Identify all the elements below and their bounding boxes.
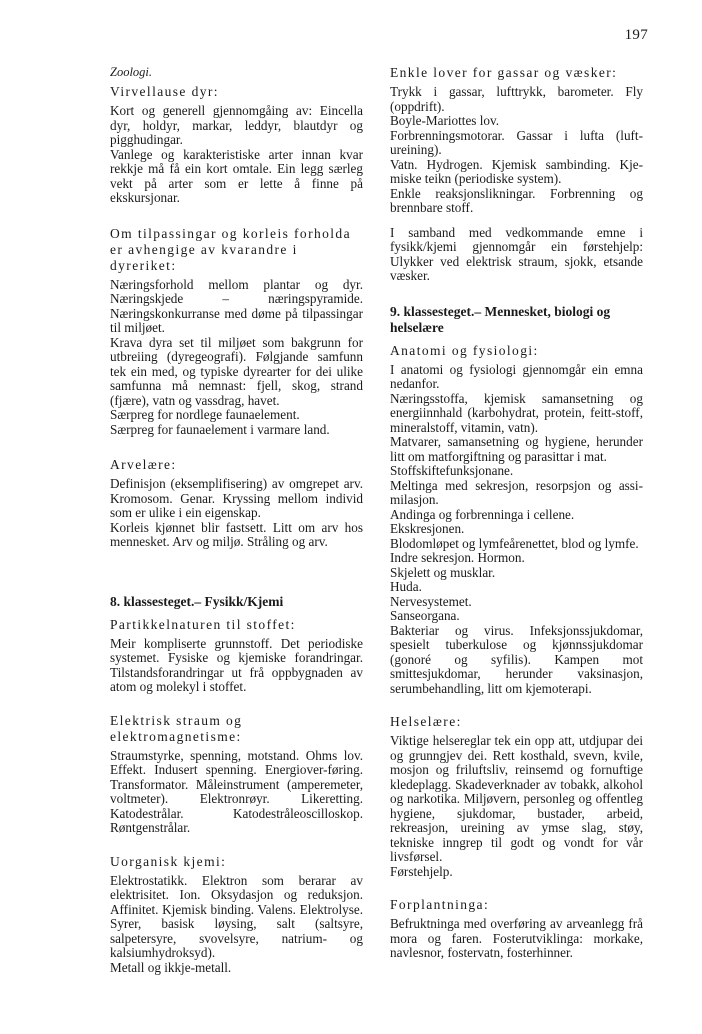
paragraph: Vanlege og karakteristiske arter innan kvar rekkje må få ein kort omtale. Ein legg særleg vekt på arter som er lette å finne på ekskursjonar. xyxy=(110,146,363,205)
paragraph: Korleis kjønnet blir fastsett. Litt om arv hos mennesket. Arv og miljø. Stråling og arv. xyxy=(110,519,363,549)
subheading: Om tilpassingar og korleis forholda er avhengige av kvarandre i dyreriket: xyxy=(110,225,351,273)
paragraph: Enkle reaksjonslikningar. Forbrenning og brennbare stoff. xyxy=(390,185,643,215)
paragraph: Indre sekresjon. Hormon. xyxy=(390,550,525,565)
section-grade9-human-biology xyxy=(390,304,643,697)
section-invertebrates xyxy=(110,84,363,206)
paragraph: Ekskresjonen. xyxy=(390,521,465,536)
subheading: Partikkelnaturen til stoffet: xyxy=(110,616,296,632)
page-number: 197 xyxy=(624,27,648,43)
paragraph: Blodomløpet og lymfeårenettet, blod og lymfe. xyxy=(390,535,639,551)
paragraph: Meir kompliserte grunnstoff. Det periodiske systemet. Fysiske og kjemiske forandringar. Tilstandsforandringar ut frå oppbygnaden av atom og molekyl i stoffet. xyxy=(110,635,363,694)
subheading: Helselære: xyxy=(390,714,462,729)
paragraph: Krava dyra set til miljøet som bakgrunn for utbreiing (dyregeografi). Følgjande samfunn tek ein med, og typiske dyrearter for dei ulike samfunna må nemnast: fjell, skog, strand (fjære), vatn og vassdrag, havet. xyxy=(110,334,363,408)
section-label-zoology: Zoologi. xyxy=(110,65,153,79)
subheading: Elektrisk straum og elektromagnetisme: xyxy=(110,712,243,744)
paragraph: Huda. xyxy=(390,579,422,594)
paragraph: Definisjon (eksemplifisering) av omgrepet arv. Kromosom. Genar. Kryssing mellom individ som er ulike i ein eigenskap. xyxy=(110,476,363,520)
paragraph: Andinga og forbrenninga i cellene. xyxy=(390,506,575,522)
chapter-title: 8. klassesteget.– Fysikk/Kjemi xyxy=(110,593,284,609)
paragraph: Viktige helsereglar tek ein opp att, utdjupar dei og grunngjev dei. Rett kosthald, svevn, kvile, mosjon og friluftsliv, reinsemd og fornuftige kledeplagg. Skadeverknader av tobakk, alkohol og narkotika. Miljøvern, personleg og offentleg hygiene, sjukdomar, bustader, arbeid, rekreasjon, ureining av ymse slag, støy, tekniske inngrep til godt og vondt for vår livsførsel. xyxy=(390,733,643,864)
right-column xyxy=(390,65,643,961)
subheading: Uorganisk kjemi: xyxy=(110,853,227,869)
paragraph: Vatn. Hydrogen. Kjemisk sambinding. Kje-miske teikn (periodiske system). xyxy=(390,156,643,186)
paragraph: Næringsforhold mellom plantar og dyr. Næringskjede – næringspyramide. Næringskonkurranse med døme på tilpassingar til miljøet. xyxy=(110,276,363,335)
paragraph: Stoffskiftefunksjonane. xyxy=(390,463,514,478)
section-reproduction xyxy=(390,897,643,961)
paragraph: Metall og ikkje-metall. xyxy=(110,959,232,975)
paragraph: Trykk i gassar, lufttrykk, barometer. Fly (oppdrift). xyxy=(390,84,643,114)
section-first-aid-note xyxy=(390,226,643,284)
paragraph: Nervesystemet. xyxy=(390,593,472,609)
section-inorganic-chemistry xyxy=(110,854,363,976)
section-genetics xyxy=(110,457,363,550)
paragraph: Meltinga med sekresjon, resorpsjon og assi-milasjon. xyxy=(390,477,643,507)
left-column xyxy=(110,65,363,975)
subheading: Virvellause dyr: xyxy=(110,84,219,99)
paragraph: Særpreg for faunaelement i varmare land. xyxy=(110,421,330,437)
section-grade8-physics-chemistry xyxy=(110,594,363,695)
paragraph: Boyle-Mariottes lov. xyxy=(390,113,500,128)
paragraph: Elektrostatikk. Elektron som berarar av elektrisitet. Ion. Oksydasjon og reduksjon. Affinitet. Kjemisk binding. Valens. Elektrolyse. Syrer, basisk løysing, salt (saltsyre, salpetersyre, svovelsyre, natrium- og kalsiumhydroksyd). xyxy=(110,872,363,960)
paragraph: I samband med vedkommande emne i fysikk/kjemi gjennomgår ein førstehjelp: Ulykker ved elektrisk straum, sjokk, etsande væsker. xyxy=(390,224,643,283)
chapter-title: 9. klassesteget.– Mennesket, biologi og helselære xyxy=(390,303,611,335)
paragraph: Befruktninga med overføring av arveanlegg frå mora og faren. Fosterutviklinga: morkake, navlesnor, fostervatn, fosterhinner. xyxy=(390,916,643,960)
paragraph: Forbrenningsmotorar. Gassar i lufta (luft-ureining). xyxy=(390,127,643,157)
section-health xyxy=(390,714,643,879)
subheading: Anatomi og fysiologi: xyxy=(390,342,539,358)
paragraph: Førstehjelp. xyxy=(390,863,453,879)
section-adaptations xyxy=(110,226,363,438)
paragraph: Bakteriar og virus. Infeksjonssjukdomar, spesielt tuberkulose og kjønnssjukdomar (gonoré og syfilis). Kampen mot smittesjukdomar, herunder vaksinasjon, serumbehandling, litt om kjemoterapi. xyxy=(390,622,643,696)
paragraph: Straumstyrke, spenning, motstand. Ohms lov. Effekt. Indusert spenning. Energiover-føring. Transformator. Måleinstrument (amperemeter, voltmeter). Elektronrøyr. Likeretting. Katodestrålar. Katodestråleoscilloskop. Røntgenstrålar. xyxy=(110,747,363,835)
subheading: Arvelære: xyxy=(110,457,177,472)
paragraph: Skjelett og musklar. xyxy=(390,564,496,580)
paragraph: Kort og generell gjennomgåing av: Eincella dyr, holdyr, markar, leddyr, blautdyr og pigghudingar. xyxy=(110,103,363,147)
paragraph: Næringsstoffa, kjemisk samansetning og energiinnhald (karbohydrat, protein, feitt-stoff, mineralstoff, vitamin, vatn). xyxy=(390,390,643,435)
paragraph: Sanseorgana. xyxy=(390,608,460,623)
paragraph: I anatomi og fysiologi gjennomgår ein emna nedanfor. xyxy=(390,361,643,391)
paragraph: Særpreg for nordlege faunaelement. xyxy=(110,407,300,422)
subheading: Forplantninga: xyxy=(390,897,490,912)
paragraph: Matvarer, samansetning og hygiene, herunder litt om matforgiftning og parasittar i mat. xyxy=(390,434,643,464)
section-electricity xyxy=(110,713,363,836)
section-gas-laws xyxy=(390,65,643,216)
subheading: Enkle lover for gassar og væsker: xyxy=(390,65,618,80)
